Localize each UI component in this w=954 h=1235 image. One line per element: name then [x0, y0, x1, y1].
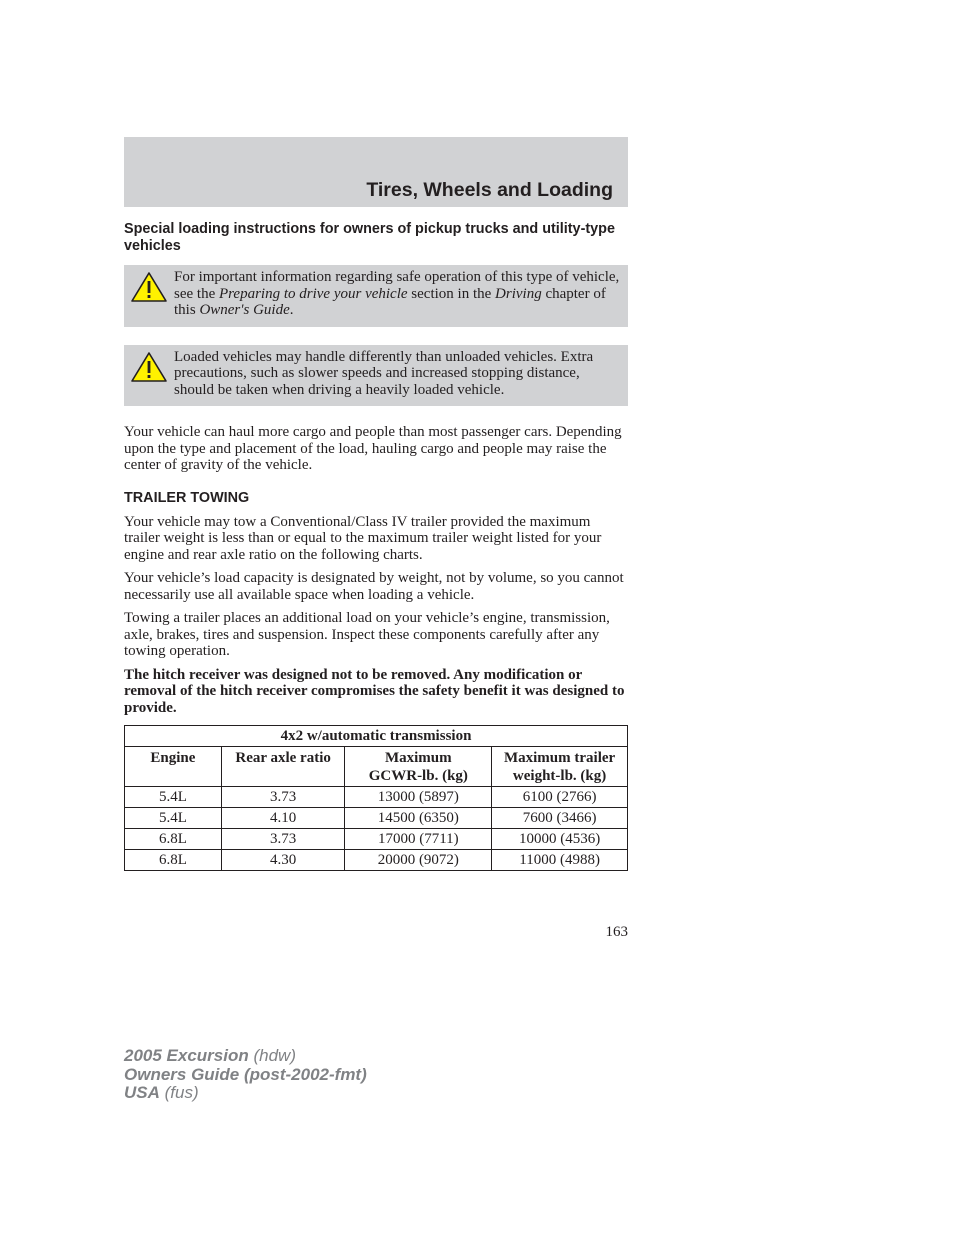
hitch-notice: The hitch receiver was designed not to be removed. Any modification or removal of the hitch receiver compromises the safety benefit it was designed to provide. — [124, 666, 625, 716]
cell-engine: 6.8L — [125, 850, 222, 871]
col-header-axle-ratio: Rear axle ratio — [221, 747, 345, 787]
cell-axle-ratio: 3.73 — [221, 787, 345, 808]
warning-box-1 — [124, 265, 628, 327]
footer-line-3: USA (fus) — [124, 1083, 199, 1102]
cell-gcwr: 20000 (9072) — [345, 850, 492, 871]
page-content — [124, 221, 628, 871]
cell-axle-ratio: 4.10 — [221, 808, 345, 829]
body-paragraph: Your vehicle can haul more cargo and people than most passenger cars. Depending upon the type and placement of the load, hauling cargo and people may raise the center of gravity of the vehicle. — [124, 424, 622, 473]
table-header-row — [125, 747, 628, 787]
cell-engine: 5.4L — [125, 808, 222, 829]
body-paragraph: Your vehicle may tow a Conventional/Class IV trailer provided the maximum trailer weight is less than or equal to the maximum trailer weight listed for your engine and rear axle ratio on the following charts. — [124, 513, 602, 563]
cell-engine: 5.4L — [125, 787, 222, 808]
cell-gcwr: 13000 (5897) — [345, 787, 492, 808]
col-header-trailer-weight: Maximum trailer weight-lb. (kg) — [492, 747, 628, 787]
footer-line-1: 2005 Excursion (hdw) — [124, 1046, 296, 1065]
chapter-title: Tires, Wheels and Loading — [366, 179, 613, 201]
cell-engine: 6.8L — [125, 829, 222, 850]
chapter-header-band — [124, 137, 628, 207]
table-caption: 4x2 w/automatic transmission — [125, 726, 628, 747]
trailer-weight-table — [124, 725, 628, 871]
cell-gcwr: 17000 (7711) — [345, 829, 492, 850]
body-paragraph: Your vehicle’s load capacity is designated by weight, not by volume, so you cannot necessarily use all available space when loading a vehicle. — [124, 570, 624, 603]
warning-triangle-icon — [130, 351, 168, 383]
table-row — [125, 808, 628, 829]
cell-trailer-weight: 11000 (4988) — [492, 850, 628, 871]
table-row — [125, 787, 628, 808]
table-caption-row — [125, 726, 628, 747]
table-row — [125, 829, 628, 850]
cell-trailer-weight: 7600 (3466) — [492, 808, 628, 829]
warning-box-2 — [124, 345, 628, 407]
section-subheading: Special loading instructions for owners of pickup trucks and utility-type vehicles — [124, 221, 615, 254]
cell-axle-ratio: 3.73 — [221, 829, 345, 850]
warning-text: For important information regarding safe operation of this type of vehicle, see the Preparing to drive your vehicle section in the Driving chapter of this Owner's Guide. — [174, 269, 620, 318]
warning-text: Loaded vehicles may handle differently than unloaded vehicles. Extra precautions, such as slower speeds and increased stopping distance, should be taken when driving a heavily loaded vehicle. — [174, 348, 594, 398]
page-number: 163 — [605, 924, 628, 940]
warning-triangle-icon — [130, 271, 168, 303]
cell-axle-ratio: 4.30 — [221, 850, 345, 871]
cell-trailer-weight: 6100 (2766) — [492, 787, 628, 808]
cell-gcwr: 14500 (6350) — [345, 808, 492, 829]
table-row — [125, 850, 628, 871]
document-footer — [124, 1047, 367, 1103]
col-header-engine: Engine — [125, 747, 222, 787]
body-paragraph: Towing a trailer places an additional load on your vehicle’s engine, transmission, axle, brakes, tires and suspension. Inspect these components carefully after any towing operation. — [124, 610, 610, 659]
col-header-gcwr: Maximum GCWR-lb. (kg) — [345, 747, 492, 787]
section-heading-trailer-towing: TRAILER TOWING — [124, 489, 250, 506]
cell-trailer-weight: 10000 (4536) — [492, 829, 628, 850]
footer-line-2: Owners Guide (post-2002-fmt) — [124, 1064, 367, 1084]
